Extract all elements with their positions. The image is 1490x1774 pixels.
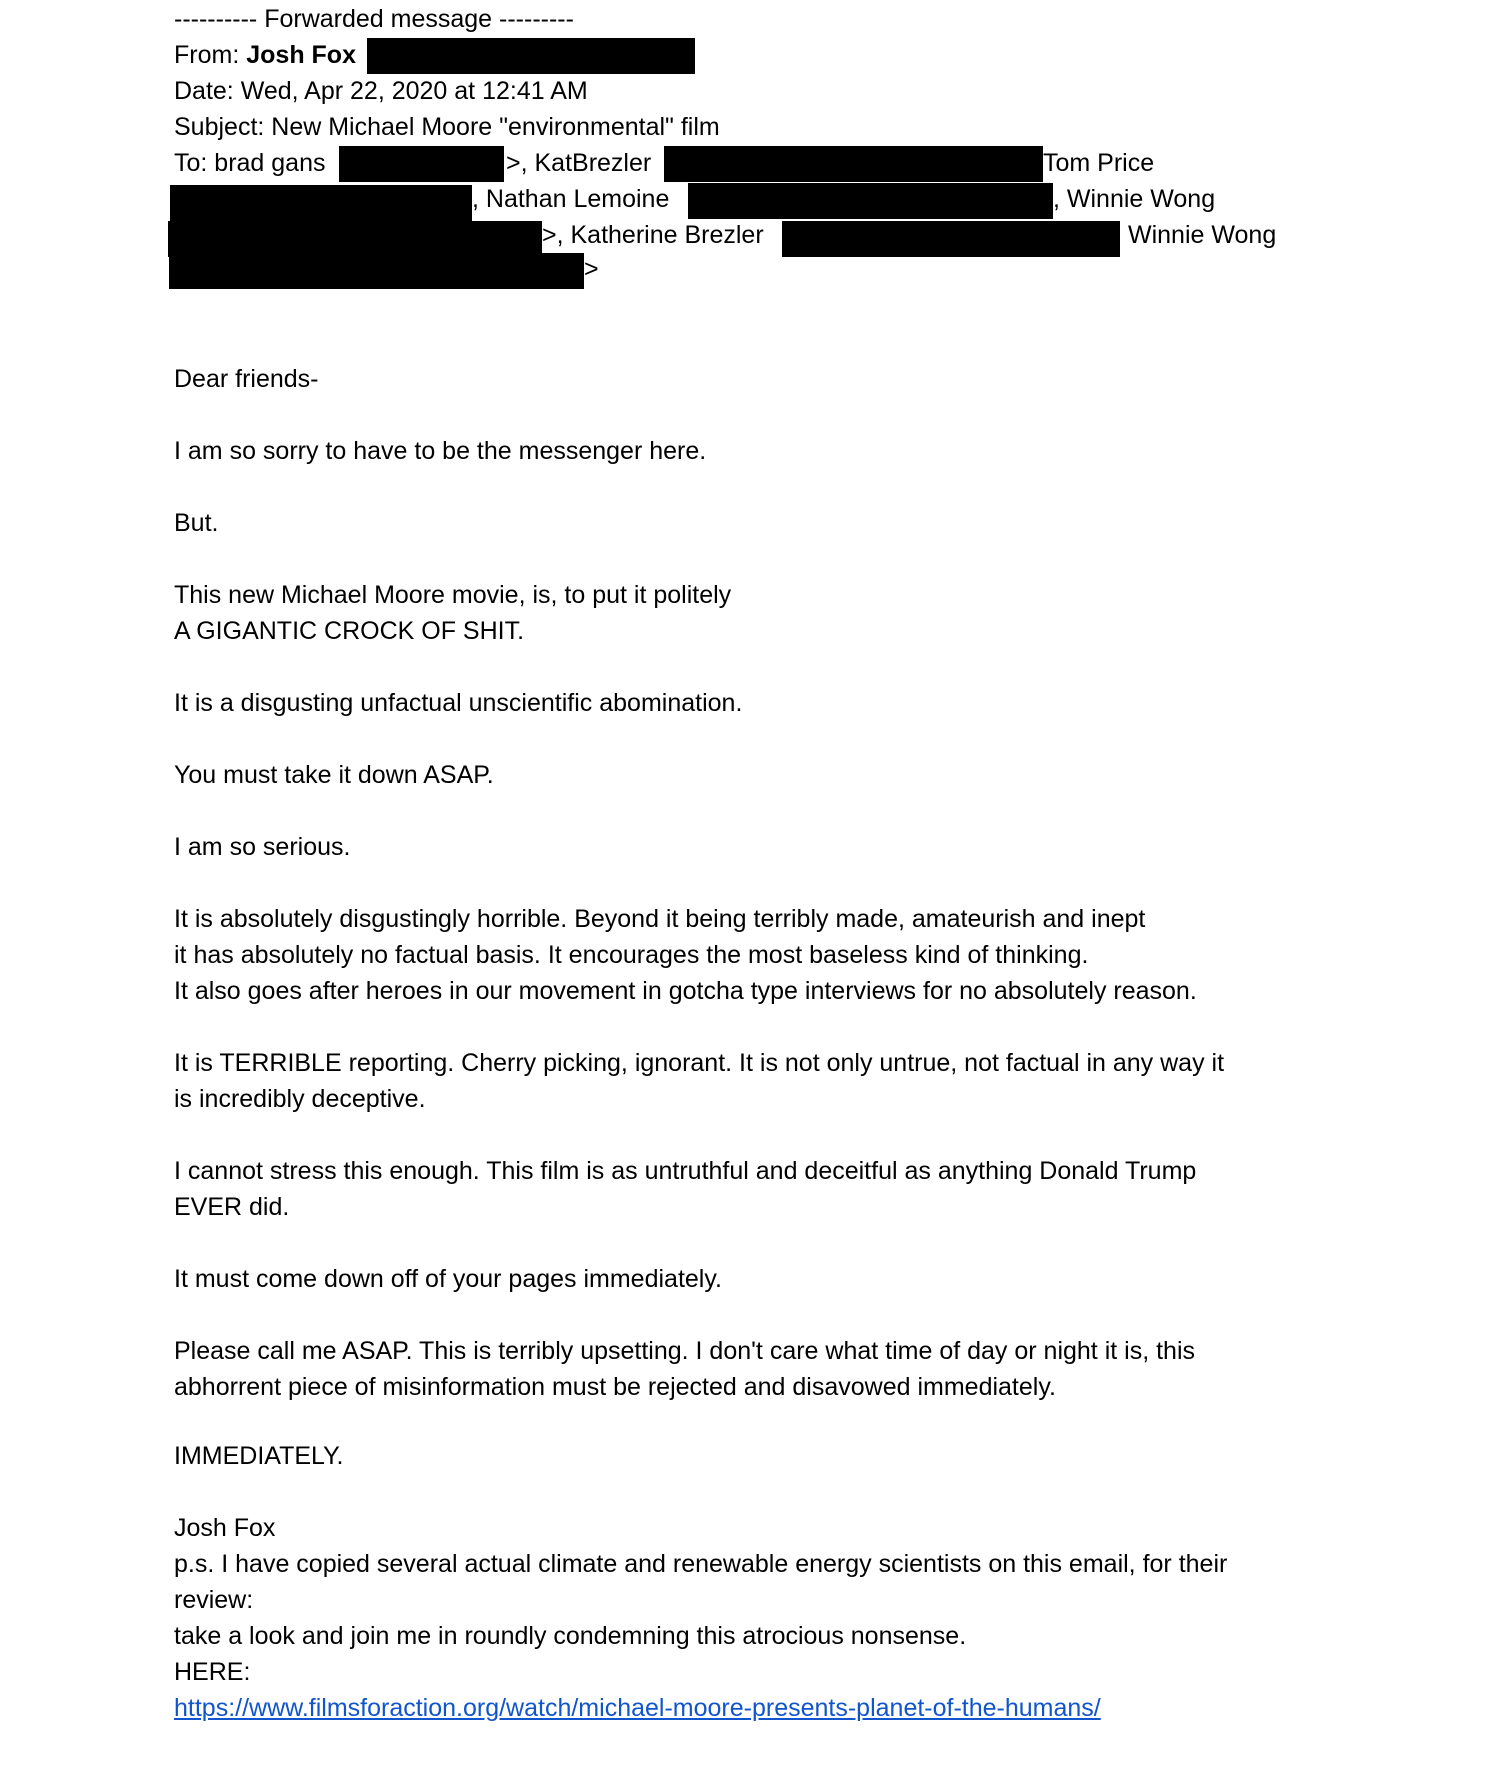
body-line: HERE: <box>174 1658 251 1686</box>
body-line: It is absolutely disgustingly horrible. Beyond it being terribly made, amateurish and inept <box>174 905 1146 933</box>
redaction-box <box>170 185 472 221</box>
body-line: abhorrent piece of misinformation must be rejected and disavowed immediately. <box>174 1373 1056 1401</box>
to-label: To: brad gans <box>174 149 326 177</box>
to-recipient-winnie-wong-2: Winnie Wong <box>1128 221 1277 249</box>
signature: Josh Fox <box>174 1514 276 1542</box>
body-line: review: <box>174 1586 254 1614</box>
body-line: EVER did. <box>174 1193 290 1221</box>
to-recipient-winnie-wong: , Winnie Wong <box>1053 185 1216 213</box>
to-close-bracket: > <box>584 255 599 283</box>
redaction-box <box>367 38 695 74</box>
body-line: I cannot stress this enough. This film is as untruthful and deceitful as anything Donald Trump <box>174 1157 1197 1185</box>
redaction-box <box>688 183 1053 219</box>
body-line: I am so serious. <box>174 833 351 861</box>
body-line: p.s. I have copied several actual climate and renewable energy scientists on this email, for their <box>174 1550 1228 1578</box>
from-label: From: <box>174 41 240 69</box>
redaction-box <box>664 146 1043 182</box>
film-link[interactable]: https://www.filmsforaction.org/watch/michael-moore-presents-planet-of-the-humans/ <box>174 1694 1101 1722</box>
to-recipient-katherine-brezler: >, Katherine Brezler <box>542 221 764 249</box>
to-recipient-nathan-lemoine: , Nathan Lemoine <box>472 185 670 213</box>
body-line: This new Michael Moore movie, is, to put it politely <box>174 581 732 609</box>
body-line: It also goes after heroes in our movement in gotcha type interviews for no absolutely reason. <box>174 977 1197 1005</box>
body-line: Please call me ASAP. This is terribly upsetting. I don't care what time of day or night it is, this <box>174 1337 1195 1365</box>
redaction-box <box>168 221 542 257</box>
body-line: take a look and join me in roundly condemning this atrocious nonsense. <box>174 1622 967 1650</box>
redaction-box <box>339 146 504 182</box>
from-name: Josh Fox <box>246 41 356 69</box>
body-line: It is a disgusting unfactual unscientific abomination. <box>174 689 743 717</box>
body-line: IMMEDIATELY. <box>174 1442 344 1470</box>
to-recipient-tom-price: Tom Price <box>1043 149 1155 177</box>
body-line: it has absolutely no factual basis. It encourages the most baseless kind of thinking. <box>174 941 1089 969</box>
greeting: Dear friends- <box>174 365 319 393</box>
body-line: A GIGANTIC CROCK OF SHIT. <box>174 617 525 645</box>
body-line: You must take it down ASAP. <box>174 761 494 789</box>
body-line: It must come down off of your pages immediately. <box>174 1265 722 1293</box>
body-line: is incredibly deceptive. <box>174 1085 426 1113</box>
body-line: But. <box>174 509 219 537</box>
redaction-box <box>169 253 584 289</box>
forwarded-line: ---------- Forwarded message --------- <box>174 5 574 33</box>
body-line: I am so sorry to have to be the messenger here. <box>174 437 707 465</box>
body-line: It is TERRIBLE reporting. Cherry picking, ignorant. It is not only untrue, not factual in any way it <box>174 1049 1225 1077</box>
from-line <box>174 38 695 74</box>
redaction-box <box>782 221 1120 257</box>
date-line: Date: Wed, Apr 22, 2020 at 12:41 AM <box>174 77 588 105</box>
to-recipient-katbrezler: >, KatBrezler <box>506 149 652 177</box>
subject-line: Subject: New Michael Moore "environmental" film <box>174 113 720 141</box>
